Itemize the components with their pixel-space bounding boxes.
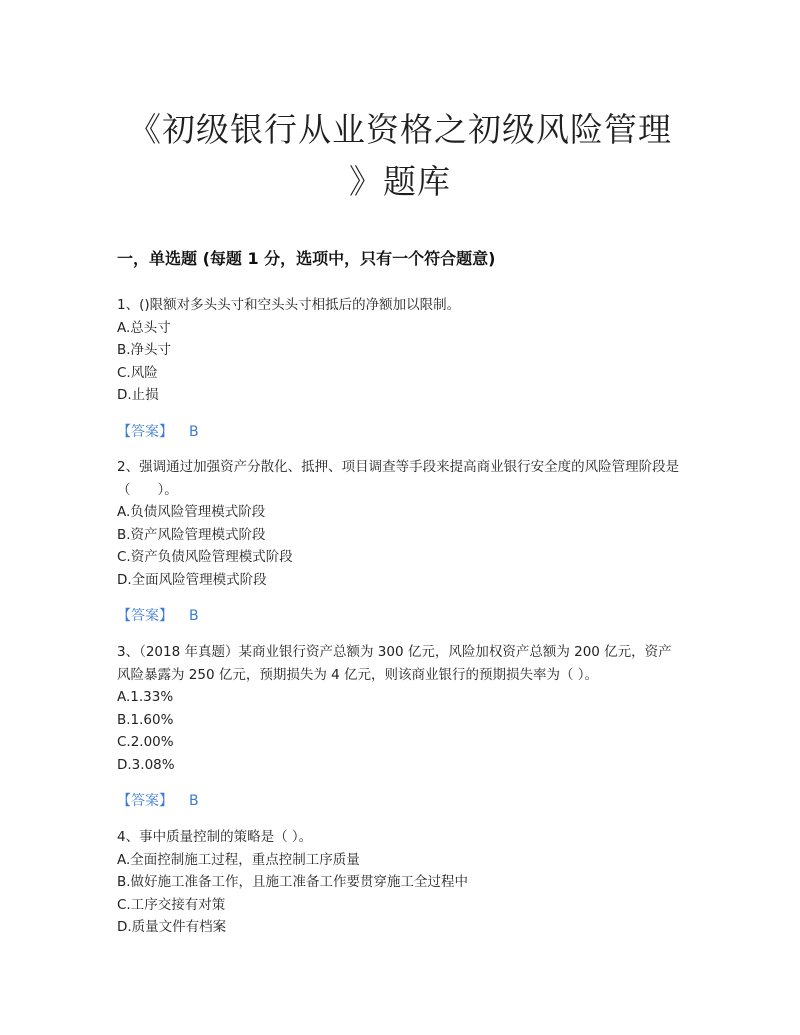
answer-line [117, 605, 683, 628]
answer-label: 【答案】 [117, 608, 173, 624]
option-d: D.全面风险管理模式阶段 [117, 571, 267, 588]
option-a: A.1.33% [117, 689, 174, 705]
question-stem: 3、（2018 年真题）某商业银行资产总额为 300 亿元，风险加权资产总额为 200 亿元，资产风险暴露为 250 亿元，预期损失为 4 亿元，则该商业银行的预期损失率为（ ）。 [117, 644, 672, 683]
answer-line [117, 421, 683, 444]
answer-value: B [189, 423, 199, 440]
option-d: D.3.08% [117, 756, 175, 773]
answer-label: 【答案】 [117, 423, 173, 440]
option-d: D.质量文件有档案 [117, 919, 227, 935]
question-3 [117, 641, 683, 813]
question-stem: 4、事中质量控制的策略是（ ）。 [117, 829, 313, 845]
option-c: C.风险 [117, 364, 158, 381]
option-b: B.做好施工准备工作，且施工准备工作要贯穿施工全过程中 [117, 874, 469, 890]
answer-value: B [189, 793, 199, 809]
option-b: B.净头寸 [117, 342, 172, 358]
title-line-2: 》题库 [349, 162, 451, 201]
question-stem: 1、()限额对多头头寸和空头头寸相抵后的净额加以限制。 [117, 297, 461, 313]
option-c: C.资产负债风险管理模式阶段 [117, 549, 293, 565]
question-2 [117, 456, 683, 628]
option-d: D.止损 [117, 387, 159, 403]
option-b: B.1.60% [117, 711, 174, 728]
answer-value: B [189, 608, 199, 624]
option-b: B.资产风险管理模式阶段 [117, 526, 266, 543]
option-a: A.总头寸 [117, 319, 171, 336]
title-line-1: 《初级银行从业资格之初级风险管理 [128, 110, 672, 149]
option-a: A.负债风险管理模式阶段 [117, 504, 266, 520]
document-title [100, 104, 700, 208]
option-c: C.工序交接有对策 [117, 896, 226, 913]
section-heading: 一，单选题 (每题 1 分，选项中，只有一个符合题意) [117, 249, 496, 268]
option-c: C.2.00% [117, 734, 174, 750]
question-4 [117, 826, 683, 939]
answer-line [117, 790, 683, 813]
question-1 [117, 294, 683, 443]
answer-label: 【答案】 [117, 793, 173, 809]
option-a: A.全面控制施工过程，重点控制工序质量 [117, 851, 360, 868]
question-stem: 2、强调通过加强资产分散化、抵押、项目调查等手段来提高商业银行安全度的风险管理阶段是（ ）。 [117, 459, 680, 498]
